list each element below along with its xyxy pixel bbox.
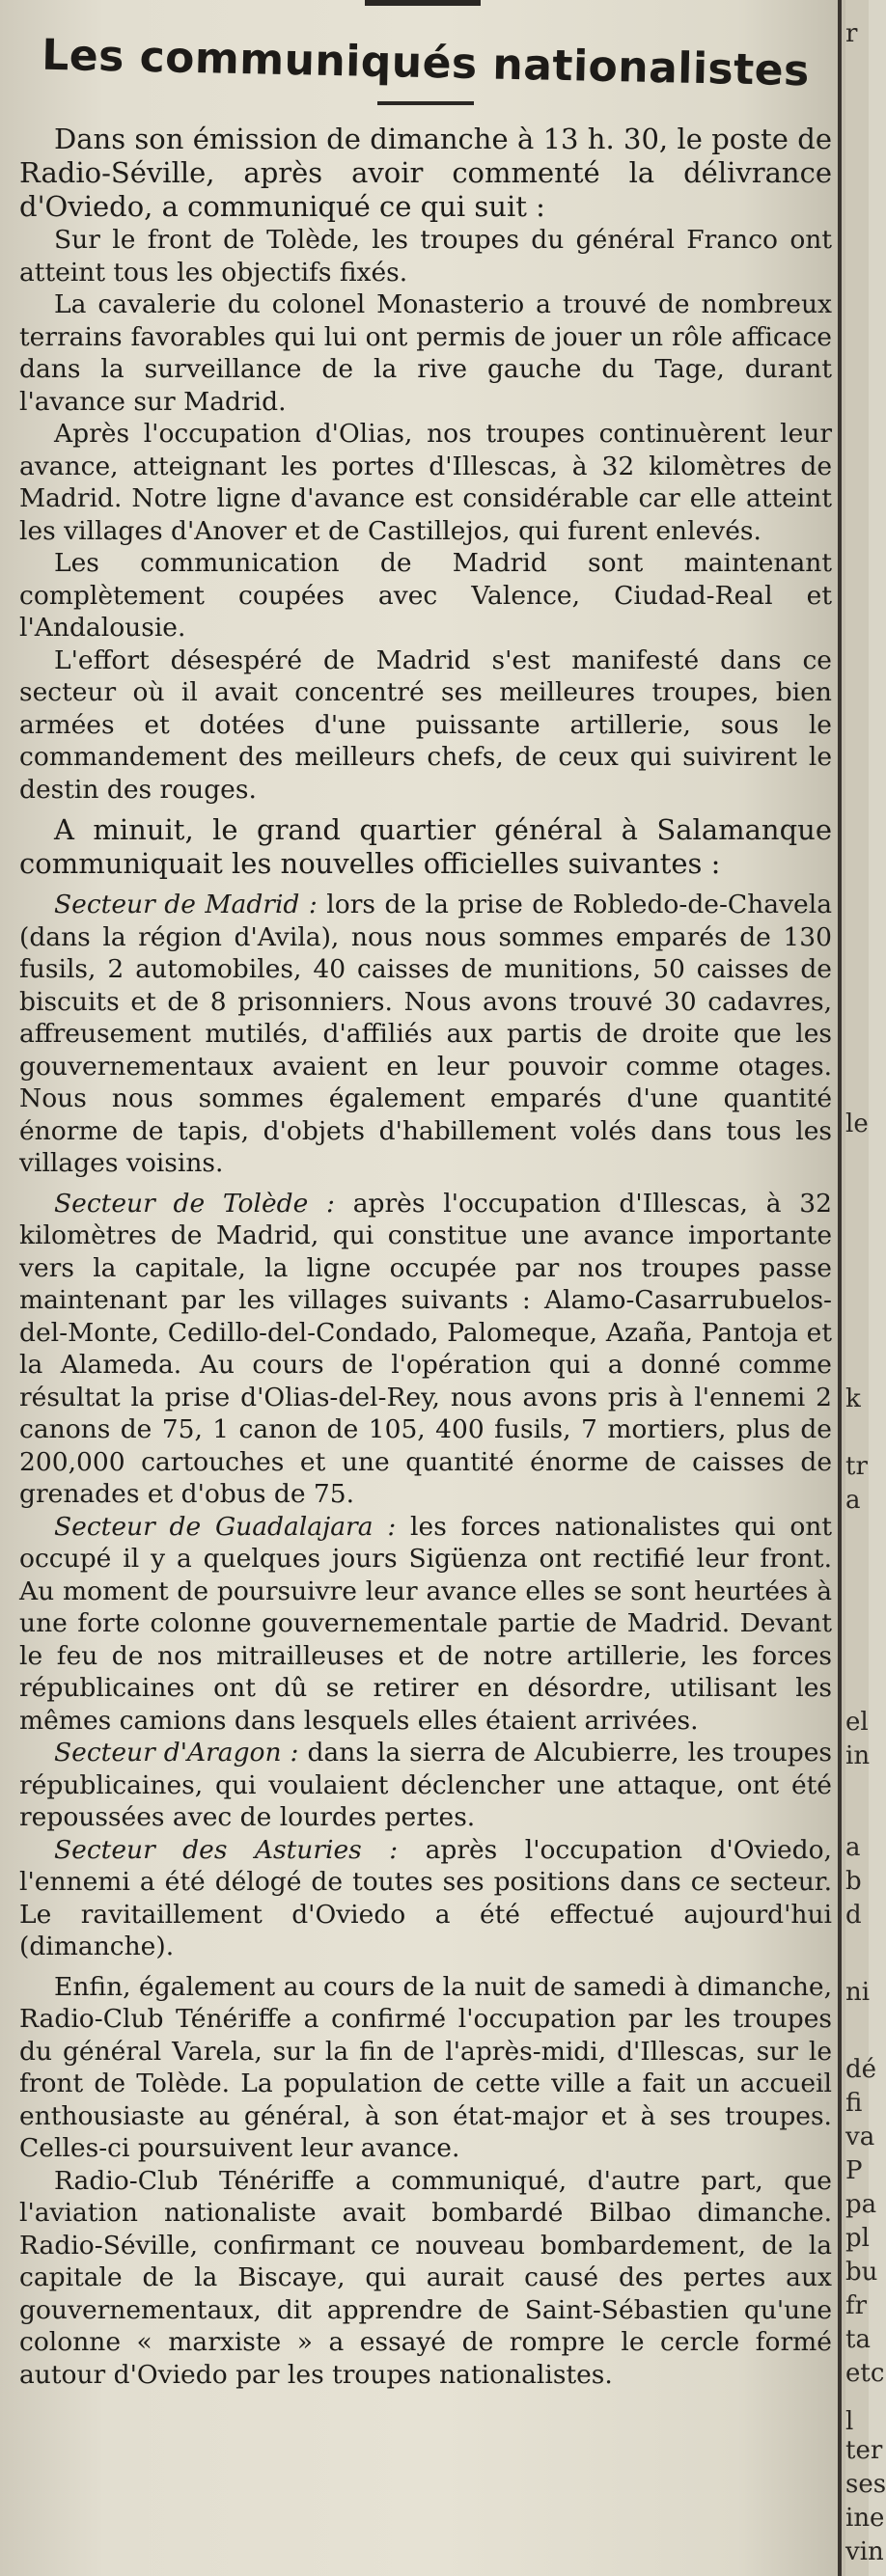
paragraph: Sur le front de Tolède, les troupes du général Franco ont atteint tous les objectifs fixés.	[19, 225, 832, 288]
paragraph: Après l'occupation d'Olias, nos troupes continuèrent leur avance, atteignant les portes d'Illescas, à 32 kilomètres de Madrid. Notre ligne d'avance est considérable car elle atteint les villages d'Anover et de Castillejos, qui furent enlevés.	[19, 419, 832, 546]
spacer	[19, 806, 832, 813]
adjacent-column-fragment: bu	[845, 2258, 878, 2287]
intro-paragraph: Dans son émission de dimanche à 13 h. 30, le poste de Radio-Séville, après avoir commenté la délivrance d'Oviedo, a communiqué ce qui suit :	[19, 123, 832, 223]
section-text: après l'occupation d'Oviedo, l'ennemi a été délogé de toutes ses positions dans ce secteur. Le ravitaillement d'Oviedo a été effectué aujourd'hui (dimanche).	[19, 1834, 832, 1961]
adjacent-column-fragment: P	[845, 2156, 863, 2185]
adjacent-column-fragment: ses	[845, 2470, 886, 2499]
section-guadalajara	[19, 1511, 832, 1738]
paragraph: A minuit, le grand quartier général à Salamanque communiquait les nouvelles officielles suivantes :	[19, 813, 832, 880]
adjacent-column-fragment: pa	[845, 2190, 877, 2219]
adjacent-column-fragment: ine	[845, 2504, 885, 2533]
adjacent-column-fragment: dé	[845, 2055, 877, 2084]
section-text: dans la sierra de Alcubierre, les troupes républicaines, qui voulaient déclencher une attaque, ont été repoussées avec de lourdes pertes.	[19, 1738, 833, 1832]
adjacent-column-fragment: ter	[845, 2436, 883, 2465]
adjacent-column-fragment: el	[845, 1708, 869, 1737]
section-text: après l'occupation d'Illescas, à 32 kilomètres de Madrid, qui constitue une avance importante vers la capitale, la ligne occupée par nos troupes passe maintenant par les villages suivants : Alamo-Casarrubuelos-del-Monte, Cedillo-del-Condado, Palomeque, Azaña, Pantoja et la Alameda. Au cours de l'opération qui a donné comme résultat la prise d'Olias-del-Rey, nous avons pris à l'ennemi 2 canons de 75, 1 canon de 105, 400 fusils, 7 mortiers, plus de 200,000 cartouches et une quantité énorme de caisses de grenades et d'obus de 75.	[19, 1188, 832, 1509]
adjacent-column-fragment: ta	[845, 2325, 871, 2354]
section-tolede	[19, 1188, 832, 1511]
adjacent-column-fragment: le	[845, 1110, 869, 1138]
section-aragon	[19, 1737, 832, 1834]
adjacent-column-fragment: r	[845, 19, 858, 48]
column-rule	[838, 0, 842, 2576]
adjacent-column-fragment: d	[845, 1901, 862, 1930]
adjacent-column-fragment: ni	[845, 1978, 871, 2007]
top-rule	[365, 0, 481, 6]
adjacent-column-fragment: a	[845, 1833, 861, 1862]
section-asturies	[19, 1834, 832, 1963]
article	[19, 29, 832, 2391]
section-heading: Secteur de Tolède :	[54, 1188, 335, 1219]
section-heading: Secteur de Guadalajara :	[54, 1511, 397, 1542]
adjacent-column-fragment: etc	[845, 2359, 885, 2388]
adjacent-column-fragment: k	[845, 1384, 861, 1413]
spacer	[19, 1180, 832, 1188]
adjacent-column-fragment: a	[845, 1486, 861, 1515]
adjacent-column-fragment: pl	[845, 2224, 870, 2253]
article-title: Les communiqués nationalistes	[41, 30, 811, 96]
section-heading: Secteur des Asturies :	[54, 1834, 399, 1865]
section-heading: Secteur de Madrid :	[54, 890, 318, 919]
section-madrid	[19, 889, 832, 1180]
adjacent-column-fragment: fi	[845, 2089, 863, 2118]
adjacent-column-fragment: tr	[845, 1452, 868, 1481]
adjacent-column-fragment: fr	[845, 2291, 868, 2320]
adjacent-column-fragment: l	[845, 2407, 854, 2436]
paragraph: La cavalerie du colonel Monasterio a trouvé de nombreux terrains favorables qui lui ont permis de jouer un rôle afficace dans la surveillance de la rive gauche du Tage, durant l'avance sur Madrid.	[19, 289, 832, 417]
section-heading: Secteur d'Aragon :	[54, 1738, 299, 1768]
adjacent-column-fragment: va	[845, 2123, 875, 2151]
paragraph: Les communication de Madrid sont maintenant complètement coupées avec Valence, Ciudad-Real et l'Andalousie.	[19, 548, 832, 643]
adjacent-column-fragment: in	[845, 1741, 871, 1770]
spacer	[19, 881, 832, 889]
closing-paragraph: Enfin, également au cours de la nuit de samedi à dimanche, Radio-Club Ténériffe a confirmé l'occupation par les troupes du général Varela, sur la fin de l'après-midi, d'Illescas, sur le front de Tolède. La population de cette ville a fait un accueil enthousiaste au général, à son état-major et à ses troupes. Celles-ci poursuivent leur avance.	[19, 1971, 832, 2163]
spacer	[19, 1963, 832, 1971]
section-text: lors de la prise de Robledo-de-Chavela (dans la région d'Avila), nous nous sommes emparés de 130 fusils, 2 automobiles, 40 caisses de munitions, 50 caisses de biscuits et de 8 prisonniers. Nous avons trouvé 30 cadavres, affreusement mutilés, d'affiliés aux partis de droite que les gouvernementaux avaient en leur pouvoir comme otages. Nous nous sommes également emparés d'une quantité énorme de tapis, d'objets d'habillement volés dans tous les villages voisins.	[19, 890, 833, 1178]
paragraph: L'effort désespéré de Madrid s'est manifesté dans ce secteur où il avait concentré ses meilleures troupes, bien armées et dotées d'une puissante artillerie, sous le commandement des meilleurs chefs, de ceux qui suivirent le destin des rouges.	[19, 644, 832, 805]
title-rule	[377, 101, 474, 105]
closing-paragraph: Radio-Club Ténériffe a communiqué, d'autre part, que l'aviation nationaliste avait bombardé Bilbao dimanche. Radio-Séville, confirmant ce nouveau bombardement, de la capitale de la Biscaye, qui aurait causé des pertes aux gouvernementaux, dit apprendre de Saint-Sébastien qu'une colonne « marxiste » a essayé de rompre le cercle formé autour d'Oviedo par les troupes nationalistes.	[19, 2165, 832, 2390]
adjacent-column-fragment: vin	[845, 2537, 884, 2566]
adjacent-column-fragment: b	[845, 1867, 862, 1896]
section-text: les forces nationalistes qui ont occupé il y a quelques jours Sigüenza ont rectifié leur front. Au moment de poursuivre leur avance elles se sont heurtées à une forte colonne gouvernementale partie de Madrid. Devant le feu de nos mitrailleuses et de notre artillerie, les forces républicaines ont dû se retirer en désordre, utilisant les mêmes camions dans lesquels elles étaient arrivées.	[19, 1511, 832, 1736]
